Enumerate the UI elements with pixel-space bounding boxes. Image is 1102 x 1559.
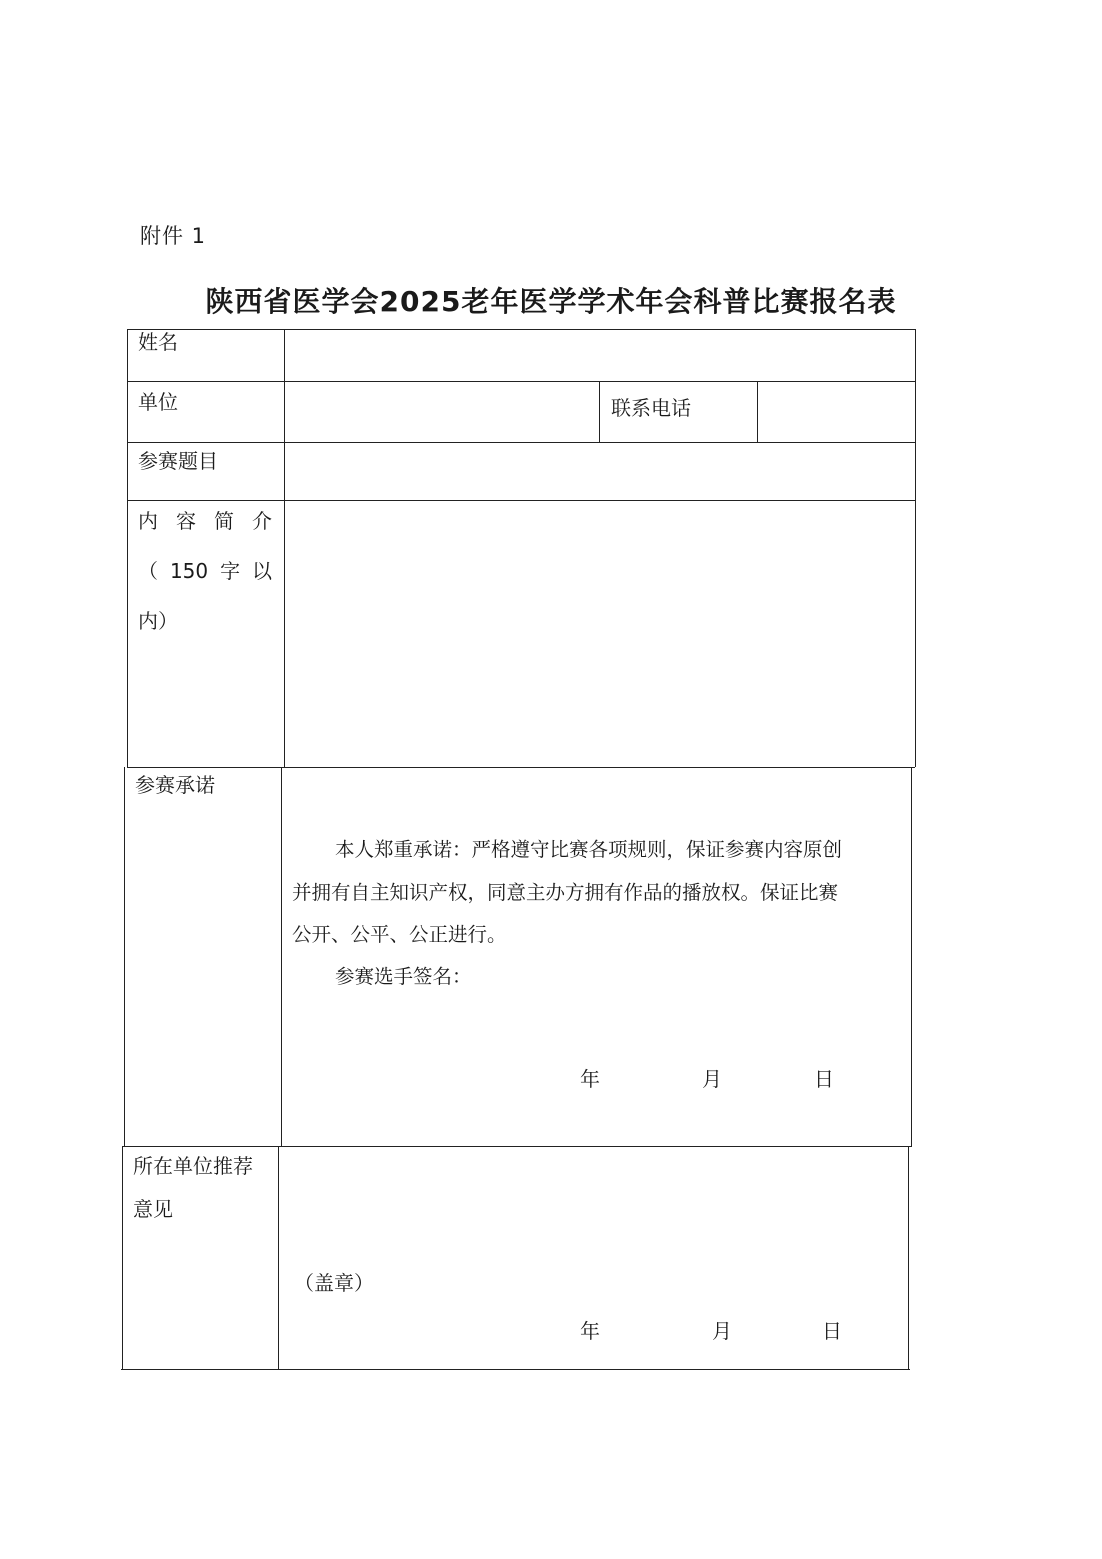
signature-label: 参赛选手签名：: [335, 965, 472, 988]
row-divider: [123, 1146, 912, 1147]
row-divider: [128, 442, 916, 443]
label-column-divider: [284, 329, 285, 767]
pledge-date-day: 日: [814, 1067, 834, 1091]
table-border-left: [124, 767, 125, 1146]
table-border-right: [915, 329, 916, 767]
pledge-text-line-1: 本人郑重承诺：严格遵守比赛各项规则，保证参赛内容原创: [335, 838, 843, 861]
phone-column-divider: [599, 381, 600, 442]
page-title: 陕西省医学会2025老年医学学术年会科普比赛报名表: [205, 285, 897, 318]
attachment-label: 附件 1: [140, 224, 207, 248]
table-border-right: [911, 767, 912, 1146]
table-border-left: [127, 329, 128, 767]
unit-label: 单位: [138, 390, 178, 414]
summary-label-char: 以: [252, 559, 272, 583]
summary-label-line-1: [138, 511, 272, 531]
label-column-divider: [278, 1146, 279, 1369]
row-divider: [127, 767, 915, 768]
pledge-label: 参赛承诺: [135, 773, 215, 797]
summary-label-char: 内: [138, 509, 158, 533]
phone-column-divider: [757, 381, 758, 442]
topic-label: 参赛题目: [138, 449, 218, 473]
summary-label-char: 150: [169, 559, 209, 583]
table-border-left: [122, 1146, 123, 1369]
summary-label-line-3: 内）: [138, 609, 178, 633]
recommend-label-line-1: 所在单位推荐: [133, 1154, 253, 1178]
row-divider: [128, 381, 916, 382]
summary-label-char: （: [138, 559, 158, 583]
table-border-right: [908, 1146, 909, 1369]
table-border-top: [128, 329, 916, 330]
recommend-date-month: 月: [712, 1319, 732, 1343]
recommend-label-line-2: 意见: [133, 1197, 173, 1221]
pledge-date-month: 月: [702, 1067, 722, 1091]
table-border-bottom: [121, 1369, 910, 1370]
summary-label-char: 简: [214, 509, 234, 533]
summary-label-char: 介: [252, 509, 272, 533]
row-divider: [128, 500, 916, 501]
stamp-label: （盖章）: [294, 1271, 374, 1295]
recommend-date-day: 日: [822, 1319, 842, 1343]
pledge-text-line-3: 公开、公平、公正进行。: [292, 923, 507, 946]
phone-label: 联系电话: [611, 396, 691, 420]
name-label: 姓名: [138, 330, 178, 354]
summary-label-line-2: [138, 561, 272, 581]
pledge-date-year: 年: [580, 1067, 600, 1091]
pledge-text-line-2: 并拥有自主知识产权，同意主办方拥有作品的播放权。保证比赛: [292, 881, 839, 904]
label-column-divider: [281, 767, 282, 1146]
summary-label-char: 字: [220, 559, 241, 583]
recommend-date-year: 年: [580, 1319, 600, 1343]
summary-label-char: 容: [176, 509, 196, 533]
